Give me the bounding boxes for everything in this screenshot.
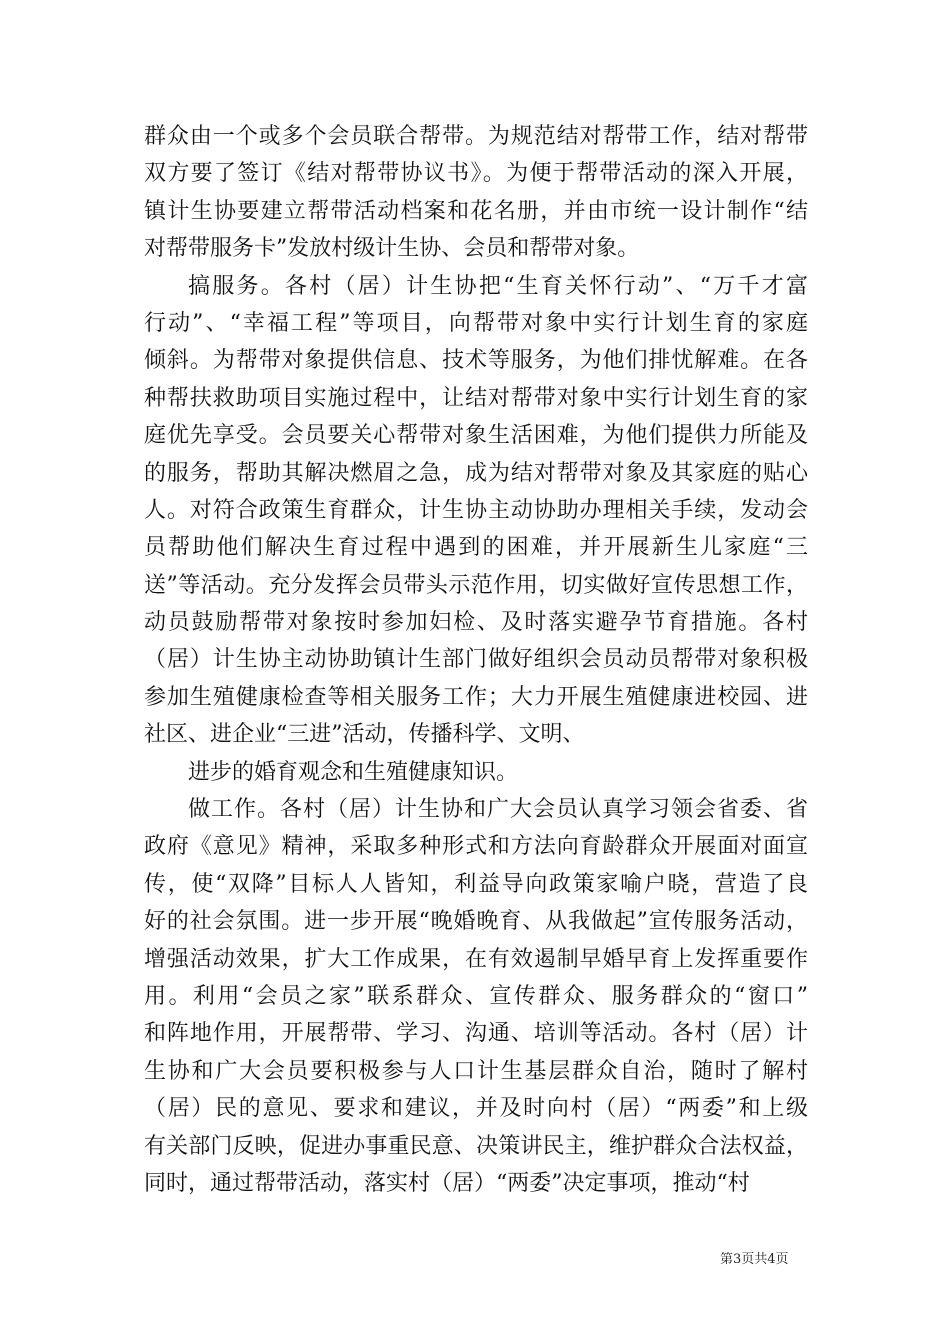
text-line: 行动”、“幸福工程”等项目，向帮带对象中实行计划生育的家庭 [144, 310, 808, 336]
text-line: 双方要了签订《结对帮带协议书》。为便于帮带活动的深入开展， [144, 161, 808, 187]
text-line: 参加生殖健康检查等相关服务工作；大力开展生殖健康进校园、进 [144, 684, 808, 710]
page-number: 第3页共4页 [720, 1252, 789, 1267]
text-line: （居）计生协主动协助镇计生部门做好组织会员动员帮带对象积极 [144, 647, 808, 673]
paragraph [144, 791, 808, 1202]
text-line: 送”等活动。充分发挥会员带头示范作用，切实做好宣传思想工作， [144, 572, 808, 598]
text-line: 庭优先享受。会员要关心帮带对象生活困难，为他们提供力所能及 [144, 423, 808, 449]
text-line: 人。对符合政策生育群众，计生协主动协助办理相关手续，发动会 [144, 497, 808, 523]
text-line: 有关部门反映，促进办事重民意、决策讲民主，维护群众合法权益， [144, 1133, 808, 1159]
text-line: 好的社会氛围。进一步开展“晚婚晚育、从我做起”宣传服务活动， [144, 909, 808, 935]
text-line: 员帮助他们解决生育过程中遇到的困难，并开展新生儿家庭“三 [144, 535, 808, 561]
paragraph [144, 268, 808, 754]
text-line: 同时，通过帮带活动，落实村（居）“两委”决定事项，推动“村 [144, 1170, 750, 1196]
text-line: 对帮带服务卡”发放村级计生协、会员和帮带对象。 [144, 236, 640, 262]
text-line: 用。利用“会员之家”联系群众、宣传群众、服务群众的“窗口” [144, 983, 808, 1009]
paragraph [144, 118, 808, 268]
text-line: 生协和广大会员要积极参与人口计生基层群众自治，随时了解村 [144, 1058, 808, 1084]
text-line: 政府《意见》精神，采取多种形式和方法向育龄群众开展面对面宣 [144, 834, 808, 860]
text-line: 群众由一个或多个会员联合帮带。为规范结对帮带工作，结对帮带 [144, 124, 808, 149]
text-line: 进步的婚育观念和生殖健康知识。 [188, 759, 519, 785]
text-line: 传，使“双降”目标人人皆知，利益导向政策家喻户晓，营造了良 [144, 871, 808, 897]
text-line: 动员鼓励帮带对象按时参加妇检、及时落实避孕节育措施。各村 [144, 610, 808, 636]
text-line: 镇计生协要建立帮带活动档案和花名册，并由市统一设计制作“结 [144, 198, 808, 224]
document-body [144, 118, 808, 1202]
text-line: 做工作。各村（居）计生协和广大会员认真学习领会省委、省 [188, 797, 808, 823]
paragraph [144, 754, 808, 791]
text-line: 种帮扶救助项目实施过程中，让结对帮带对象中实行计划生育的家 [144, 385, 808, 411]
text-line: 社区、进企业“三进”活动，传播科学、文明、 [144, 722, 585, 748]
text-line: 倾斜。为帮带对象提供信息、技术等服务，为他们排忧解难。在各 [144, 348, 808, 374]
text-line: （居）民的意见、要求和建议，并及时向村（居）“两委”和上级 [144, 1096, 808, 1122]
text-line: 搞服务。各村（居）计生协把“生育关怀行动”、“万千才富 [188, 273, 808, 299]
text-line: 和阵地作用，开展帮带、学习、沟通、培训等活动。各村（居）计 [144, 1021, 808, 1047]
text-line: 增强活动效果，扩大工作成果，在有效遏制早婚早育上发挥重要作 [144, 946, 808, 972]
text-line: 的服务，帮助其解决燃眉之急，成为结对帮带对象及其家庭的贴心 [144, 460, 808, 486]
